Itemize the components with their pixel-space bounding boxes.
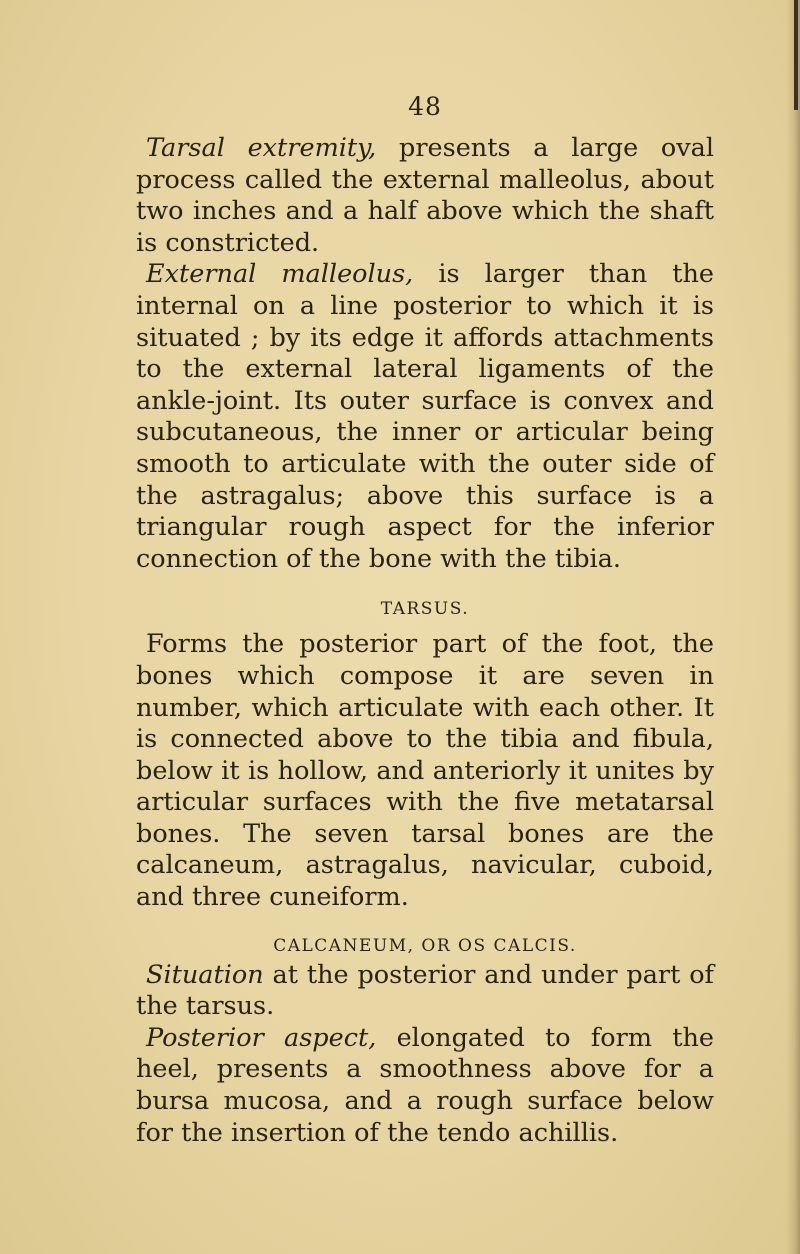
paragraph-text: at the posterior and under part of the tarsus. <box>136 959 714 1022</box>
page-edge-shadow <box>786 0 800 1254</box>
paragraph-text: is larger than the internal on a line posterior to which it is situated ; by its edge it affords attachments to the external lateral ligaments of the ankle-joint. Its outer surface is convex and subcutaneous, the inner or articular being smooth to articulate with the outer side of the astragalus; above this surface is a triangular rough aspect for the inferior connection of the bone with the tibia. <box>136 259 714 574</box>
paragraph-tarsal-extremity <box>136 133 714 259</box>
paragraph-text: elongated to form the heel, presents a smoothness above for a bursa mucosa, and a rough surface below for the insertion of the tendo achillis. <box>136 1022 715 1148</box>
paragraph-lead: Situation <box>146 959 264 990</box>
paragraph-posterior-aspect <box>136 1023 714 1149</box>
paragraph-text: presents a large oval process called the external malleolus, about two inches and a half above which the shaft is constricted. <box>136 133 714 258</box>
page-number: 48 <box>408 92 442 121</box>
page-edge-mark <box>794 0 798 110</box>
paragraph-tarsus: Forms the posterior part of the foot, the bones which compose it are seven in number, which articulate with each other. It is connected above to the tibia and fibula, below it is hollow, and anteriorly it unites by articular surfaces with the five metatarsal bones. The seven tarsal bones are the calcaneum, astragalus, navicular, cuboid, and three cuneiform. <box>136 629 714 913</box>
paragraph-lead: Tarsal extremity, <box>146 133 377 163</box>
paragraph-lead: Posterior aspect, <box>146 1022 377 1053</box>
paragraph-lead: External malleolus, <box>146 259 414 290</box>
page-content <box>136 92 714 1149</box>
paragraph-situation <box>136 960 714 1023</box>
section-heading-tarsus: TARSUS. <box>380 599 470 620</box>
section-heading-calcaneum: CALCANEUM, OR OS CALCIS. <box>273 935 577 956</box>
paragraph-external-malleolus <box>136 259 714 575</box>
